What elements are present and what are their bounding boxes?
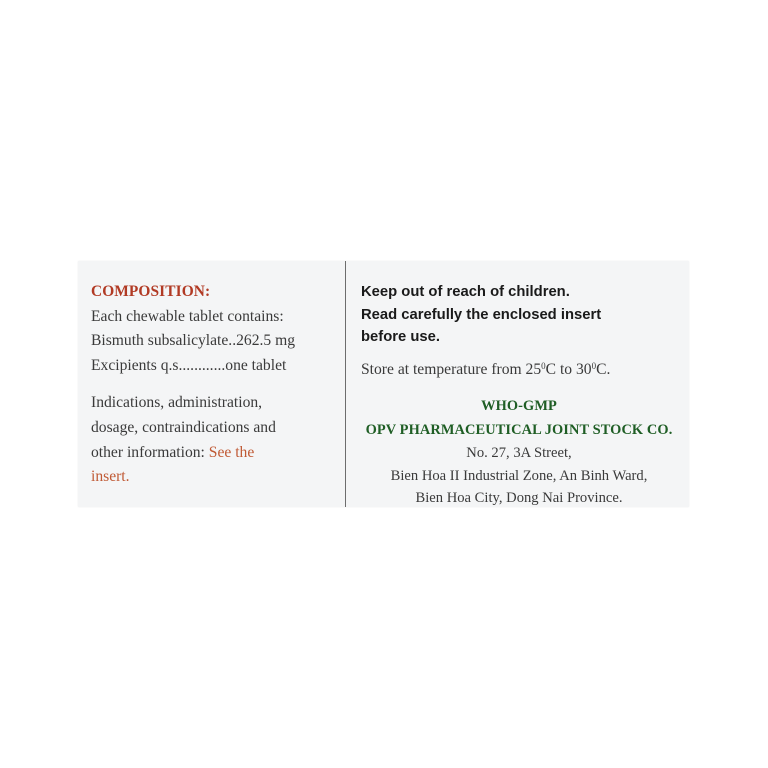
composition-heading: COMPOSITION:	[91, 283, 211, 300]
vertical-divider	[345, 261, 346, 507]
gmp-label: WHO-GMP	[481, 398, 557, 414]
composition-line: Each chewable tablet contains:	[91, 307, 284, 325]
address-line: Bien Hoa City, Dong Nai Province.	[415, 490, 623, 506]
info-line: dosage, contraindications and	[91, 418, 276, 436]
manufacturer-block	[361, 395, 677, 510]
see-insert-text: insert.	[91, 468, 130, 486]
see-insert-text: See the	[208, 443, 255, 461]
composition-line: Excipients q.s............one tablet	[91, 356, 287, 374]
label-panel	[78, 261, 689, 507]
storage-instruction	[361, 358, 677, 383]
company-name: OPV PHARMACEUTICAL JOINT STOCK CO.	[365, 421, 673, 438]
degree-mark: 0	[591, 360, 597, 371]
composition-line: Bismuth subsalicylate..262.5 mg	[91, 332, 296, 350]
storage-text: Store at temperature from 25	[361, 360, 542, 378]
info-text: other information:	[91, 443, 209, 461]
storage-text: C to 30	[545, 360, 592, 378]
composition-section	[91, 280, 336, 490]
warning-line: Keep out of reach of children.	[361, 284, 570, 300]
degree-mark: 0	[541, 360, 546, 371]
warning-line: before use.	[361, 329, 440, 345]
warning-line: Read carefully the enclosed insert	[361, 306, 602, 323]
storage-section	[361, 281, 677, 510]
address-line: Bien Hoa II Industrial Zone, An Binh Ward,	[390, 467, 648, 484]
address-line: No. 27, 3A Street,	[466, 445, 572, 461]
info-line: Indications, administration,	[91, 394, 263, 412]
info-line	[91, 441, 336, 466]
storage-text: C.	[596, 360, 611, 378]
